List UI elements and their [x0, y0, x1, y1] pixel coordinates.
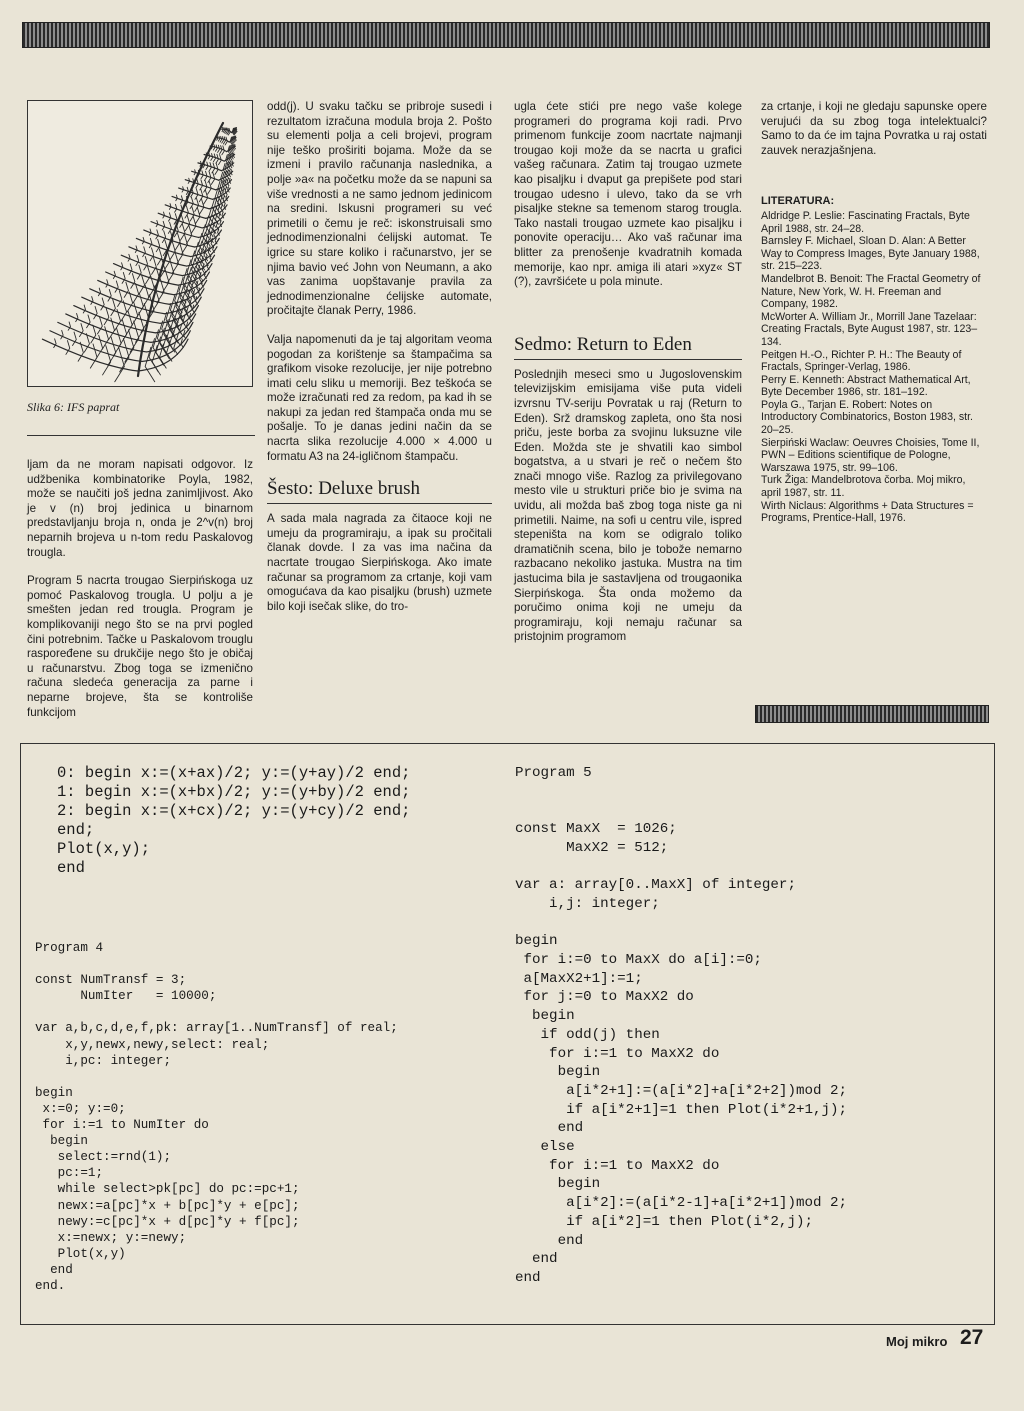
paragraph: za crtanje, i koji ne gledaju sapunske opere verujući da su zbog toga intelektualci? Samo to da će im tajna Povratka u raj ostati zauvek nerazjašnjena.	[761, 100, 987, 157]
figure-caption: Slika 6: IFS paprat	[27, 400, 255, 436]
side-decorative-bar	[755, 705, 989, 723]
fern-leaflet	[108, 289, 111, 301]
fern-leaflet	[133, 283, 138, 302]
fern-leaflet	[220, 146, 222, 154]
fern-leaflet	[115, 281, 118, 292]
fern-leaflet	[79, 323, 83, 336]
fern-leaflet	[131, 274, 135, 289]
reference-item: Poyla G., Tarjan E. Robert: Notes on Introductory Combinatorics, Boston 1983, str. 20–25.	[761, 398, 973, 437]
fern-leaflet	[129, 264, 132, 275]
program-5-listing: Program 5 const MaxX = 1026; MaxX2 = 512; var a: array[0..MaxX] of integer; i,j: integer; begin for i:=0 to MaxX do a[i]:=0; a[MaxX2+1]:=1; for j:=0 to MaxX2 do begin if odd(j) then for i:=1 to MaxX2 do begin a[i*2+1]:=(a[i*2]+a[i*2+2])mod 2; if a[i*2+1]=1 then Plot(i*2+1,j); end else for i:=1 to MaxX2 do begin a[i*2]:=(a[i*2-1]+a[i*2+1])mod 2; if a[i*2]=1 then Plot(i*2,j); end end end	[515, 765, 848, 1286]
fern-leaflet	[118, 291, 122, 307]
fern-leaflet	[170, 241, 175, 259]
fern-leaflet	[180, 285, 186, 308]
fern-leaflet	[152, 258, 157, 275]
top-decorative-bar	[22, 22, 990, 48]
reference-item: Peitgen H.-O., Richter P. H.: The Beauty of Fractals, Springer-Verlag, 1986.	[761, 348, 962, 374]
fern-leaflet	[103, 346, 111, 375]
fern-leaflet	[61, 330, 63, 339]
fern-leaflet	[127, 292, 132, 312]
fern-leaflet	[115, 347, 125, 381]
fern-illustration	[28, 101, 252, 386]
fern-leaflet	[146, 266, 151, 284]
reference-item: Sierpiński Waclaw: Oeuvres Choisies, Tome II, PWN – Editions scientifique de Pologne, Warszawa 1975, str. 99–106.	[761, 436, 980, 474]
fern-leaflet	[218, 145, 220, 152]
references	[761, 194, 987, 524]
reference-item: McWorter A. William Jr., Morrill Jane Tazelaar: Creating Fractals, Byte August 1987, str. 123–134.	[761, 310, 978, 348]
fern-leaflet	[108, 337, 116, 365]
fern-leaflet	[76, 313, 78, 321]
fern-leaflet	[220, 136, 222, 142]
paragraph: odd(j). U svaku tačku se pribroje susedi i rezultatom izračuna modula broja 2. Pošto su elementi polja a celi brojevi, program nije teško proširiti bojama. Može da se izmeni i pravilo računanja naslednika, a polje »a« na početku može da se napuni sa više vrednosti a ne samo jednom jedinicom na sredini. Iskusni programeri su već primetili o čemu je reč: iskonstruisali smo jednodimenzionalni ćelijski automat. Te igrice su stare koliko i računarstvo, jer se njima bavio već John von Neumann, a ako vas zanima uopštavanje pravila za jednodimenzionalne ćelijske automate, pročitajte članak Perry, 1986.	[267, 100, 492, 318]
fern-leaflet	[213, 154, 215, 162]
fern-leaflet	[87, 315, 91, 328]
page-number: 27	[960, 1326, 984, 1349]
fern-leaflet	[137, 265, 141, 279]
reference-item: Turk Žiga: Mandelbrotova čorba. Moj mikro, april 1987, str. 11.	[761, 474, 966, 500]
paragraph: ugla ćete stići pre nego vaše kolege programeri do programa koji radi. Prvo primenom funkcije zoom nacrtate najmanji trougao koji može da se nacrta u grafici vašeg računara. Zatim taj trougao uzmete kao pisaljku i dvaput ga prepišete pod stari trougao udesno i ulevo, tako da se vrh pisaljke stekne sa temenom starog trougla. Tako nastali trougao uzmete kao pisaljku i ponovite operaciju… Ako vaš računar ima blitter za prenošenje kvadratnih komada memorije, kao npr. amiga ili atari »xyz« ST (?), završićete u pola minute.	[514, 100, 742, 289]
fern-leaflet	[101, 298, 104, 310]
fern-leaflet	[84, 334, 89, 352]
text-column-2	[267, 100, 492, 628]
fern-leaflet	[83, 305, 85, 313]
fern-leaflet	[111, 299, 116, 315]
fern-leaflet	[97, 316, 102, 333]
reference-item: Perry E. Kenneth: Abstract Mathematical Art, Byte December 1986, str. 181–192.	[761, 373, 971, 399]
fern-figure	[27, 100, 253, 387]
fern-leaflet	[91, 325, 96, 343]
fern-leaflet	[140, 275, 145, 293]
fern-leaflet	[122, 272, 125, 283]
fern-leaflet	[54, 339, 56, 348]
fern-leaflet	[215, 145, 217, 151]
section-heading-7: Sedmo: Return to Eden	[514, 334, 742, 360]
fern-leaflet	[106, 280, 108, 287]
fern-leaflet	[98, 288, 100, 296]
code-snippet: 0: begin x:=(x+ax)/2; y:=(y+ay)/2 end; 1: begin x:=(x+bx)/2; y:=(y+by)/2 end; 2: begin x:=(x+cx)/2; y:=(y+cy)/2 end; end; Plot(x,y); end	[57, 764, 411, 877]
magazine-name: Moj mikro	[886, 1334, 948, 1349]
fern-leaflet	[90, 344, 97, 368]
references-title: LITERATURA:	[761, 195, 835, 208]
reference-item: Aldridge P. Leslie: Fascinating Fractals, Byte April 1988, str. 24–28.	[761, 209, 970, 235]
paragraph: Valja napomenuti da je taj algoritam veoma pogodan za korištenje sa štampačima sa grafikom visoke rezolucije, jer nije potrebno imati celu sliku u memoriji. Bez teškoća se može izračunati red za redom, pa kad ih se nakupi za jedan red štampača onda mu se pošalje. To je danas jedini način da se nacrta slika rezolucije 4.000 × 4.000 u formatu A3 na 24-igličnom štampaču.	[267, 332, 492, 463]
fern-leaflet	[73, 332, 77, 346]
fern-leaflet	[68, 322, 70, 330]
paragraph: ljam da ne moram napisati odgovor. Iz udžbenika kombinatorike Poyla, 1982, može se naučiti još jedna zanimljivost. Ako je v (n) broj jedinica u binarnom predstavljanju broja n, onda je 2^v(n) broj neparnih brojeva u n-tom redu Paskalovog trougla.	[27, 458, 253, 559]
fern-leaflet	[144, 256, 148, 269]
fern-leaflet	[136, 255, 139, 265]
fern-leaflet	[143, 247, 146, 257]
fern-leaflet	[149, 238, 152, 247]
fern-leaflet	[218, 136, 219, 141]
paragraph: Program 5 nacrta trougao Sierpińskoga uz pomoć Paskalovog trougla. U polju a je smešten jedan red trougla. Program je komplikovaniji nego što se na prvi pogled čini potrebnim. Tačke u Paskalovom trouglu raspoređene su drukčije nego što je običaj u računarstvu. Zbog toga se izmenično računa sledeća generacija za parne i neparne brojeve, šta se kontroliše funkcijom	[27, 574, 253, 719]
reference-item: Wirth Niclaus: Algorithms + Data Structures = Programs, Prentice-Hall, 1976.	[761, 499, 974, 525]
fern-leaflet	[66, 341, 70, 355]
fern-leaflet	[94, 306, 97, 318]
fern-leaflet	[175, 233, 180, 250]
program-4-listing: Program 4 const NumTransf = 3; NumIter = 10000; var a,b,c,d,e,f,pk: array[1..NumTransf] of real; x,y,newx,newy,select: real; i,pc: integer; begin x:=0; y:=0; for i:=1 to NumIter do begin select:=rnd(1); pc:=1; while select>pk[pc] do pc:=pc+1; newx:=a[pc]*x + b[pc]*y + e[pc]; newy:=c[pc]*x + d[pc]*y + f[pc]; x:=newx; y:=newy; Plot(x,y) end end.	[35, 941, 398, 1293]
paragraph: A sada mala nagrada za čitaoce koji ne umeju da programiraju, a ipak su pročitali članak dovde. I za vas ima načina da nacrtate trougao Sierpińskoga. Ako imate računar sa programom za crtanje, koji vam omogućava da kao pisaljku (brush) uzmete bilo koji isečak slike, do tro-	[267, 512, 492, 613]
fern-leaflet	[91, 297, 93, 305]
code-listings-box	[20, 743, 995, 1325]
fern-leaflet	[124, 282, 128, 297]
section-heading-6: Šesto: Deluxe brush	[267, 478, 492, 504]
text-column-1	[27, 458, 253, 734]
reference-item: Barnsley F. Michael, Sloan D. Alan: A Better Way to Compress Images, Byte January 1988, str. 215–223.	[761, 235, 980, 273]
fern-leaflet	[150, 248, 154, 261]
fern-leaflet	[157, 249, 161, 265]
paragraph: Poslednjih meseci smo u Jugoslovenskim televizijskim emisijama više puta videli izvrsnu TV-seriju Povratak u raj (Return to Eden). Srž dramskog zapleta, ono šta nosi priču, jeste borba za svojinu luksuzne vile Eden. Možda ste je shvatili kao simbol bogatstva, a u stvari je reč o nečem što znači mnogo više. Razlog za privilegovano mesto vile u strukturi priče bio je svima na uvidu, ali možda baš zbog toga niste ga ni primetili. Naime, na sofi u centru vile, ispred stepeništa na kom se odigralo toliko dramatičnih scena, bilo je tobože nemarno razbacano nekoliko jastuka. Mustra na tim jastucima bila je sastavljena od trougaonika Sierpińskoga. Šta onda možemo da poručimo onima koji ne umeju da programiraju, koji nemaju računar sa pristojnim programom	[514, 367, 742, 644]
fern-leaflet	[104, 308, 109, 325]
text-column-3	[514, 100, 742, 659]
reference-item: Mandelbrot B. Benoit: The Fractal Geometry of Nature, New York, W. H. Freeman and Company, 1982.	[761, 272, 981, 311]
text-column-4	[761, 100, 987, 525]
